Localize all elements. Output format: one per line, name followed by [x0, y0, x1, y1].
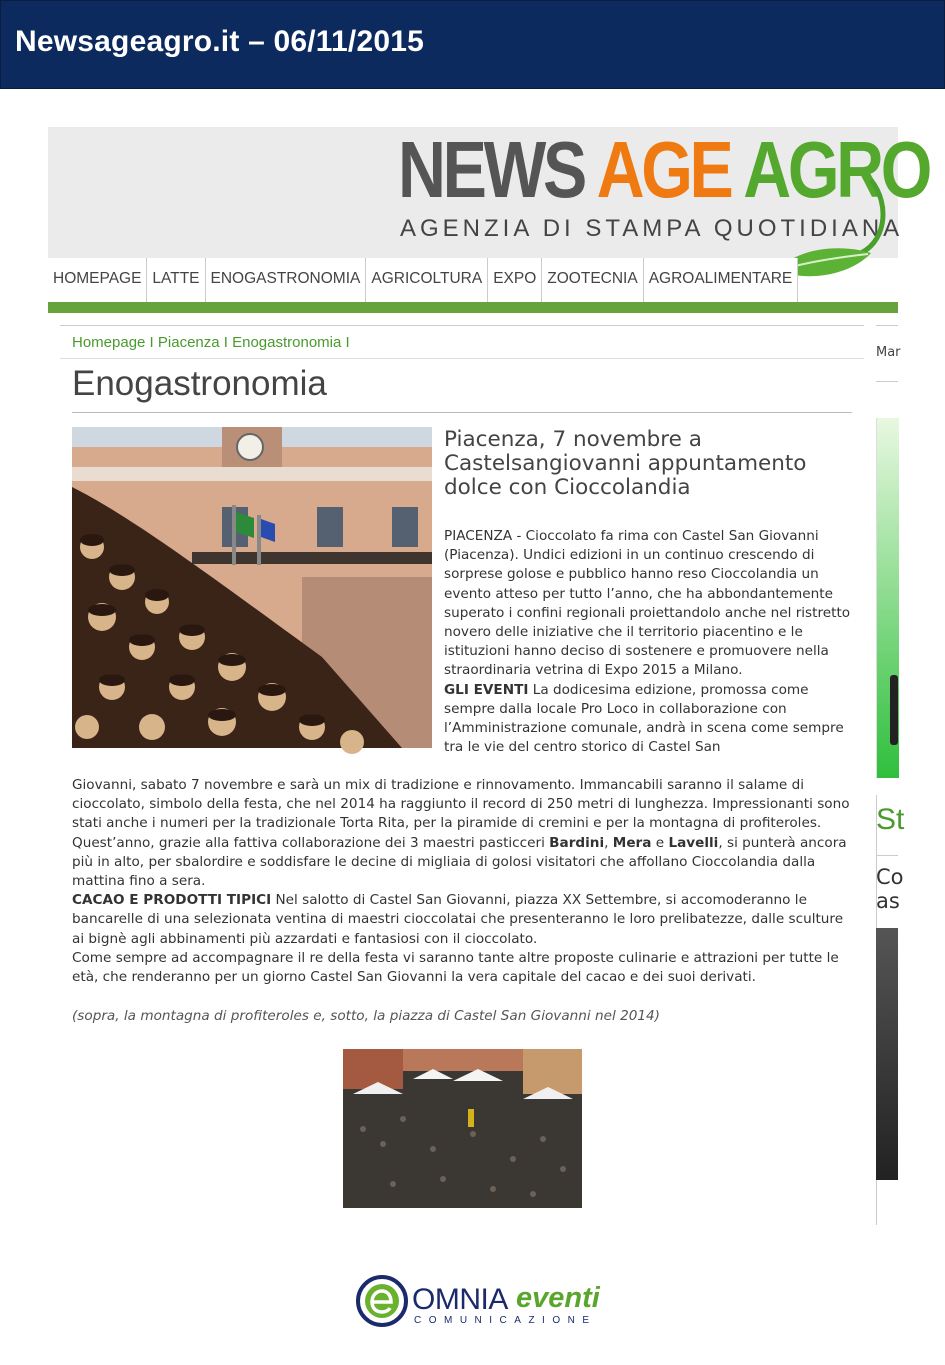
nav-agroalimentare[interactable]: AGROALIMENTARE [644, 258, 799, 302]
sidebar-article-title[interactable] [876, 865, 904, 913]
article-title[interactable]: Piacenza, 7 novembre a Castelsangiovanni appuntamento dolce con Cioccolandia [444, 427, 807, 500]
comunicazione-text: COMUNICAZIONE [414, 1315, 597, 1326]
article-body-bottom [72, 776, 852, 987]
profiteroles-photo [72, 427, 432, 748]
sidebar-heading: St [876, 803, 905, 836]
subhead-eventi: GLI EVENTI [444, 681, 529, 698]
paragraph-intro: PIACENZA - Cioccolato fa rima con Castel San Giovanni (Piacenza). Undici edizioni in un continuo crescendo di sorprese golose e pubblico hanno reso Cioccolandia un evento atteso per tutto l’anno, che ha abbondantemente superato i confini regionali proiettandolo anche nel ristretto novero delle iniziative che il territorio piacentino e le istituzioni hanno deciso di sostenere e promuovere nella straordinaria vetrina di Expo 2015 a Milano. [444, 528, 851, 679]
piazza-photo [343, 1049, 582, 1208]
divider [60, 358, 864, 359]
logo-age: AGE [596, 125, 731, 214]
divider [876, 325, 898, 326]
paragraph-eventi-start: La dodicesima edizione, promossa come sempre dalla locale Pro Loco in collaborazione con l’Amministrazione comunale, andrà in scena come sempre tra le vie del centro storico di Castel San [444, 681, 844, 756]
divider [876, 855, 898, 856]
divider [876, 381, 898, 382]
paragraph-closing: Come sempre ad accompagnare il re della festa vi saranno tante altre proposte culinarie e attrazioni per tutte le età, che renderanno per un giorno Castel San Giovanni la vera capitale del cacao e dei suoi derivati. [72, 949, 839, 986]
sidebar-image[interactable] [876, 928, 898, 1180]
name-bardini: Bardini [549, 834, 605, 851]
photo-caption: (sopra, la montagna di profiteroles e, sotto, la piazza di Castel San Giovanni nel 2014) [72, 1008, 660, 1024]
main-nav [48, 258, 798, 302]
divider [60, 325, 864, 326]
top-banner [0, 0, 945, 89]
paragraph-eventi-end: , si punterà ancora più in alto, per sbalordire e soddisfare le decine di migliaia di golosi visitatori che affollano Cioccolandia dalla mattina fino a sera. [72, 834, 847, 890]
nav-agricoltura[interactable]: AGRICOLTURA [366, 258, 488, 302]
omnia-e-icon [356, 1275, 408, 1327]
sidebar-banner-device [890, 675, 898, 745]
logo-agro: AGRO [743, 125, 930, 214]
right-sidebar [876, 325, 905, 1225]
sidebar-text: Mar [876, 345, 901, 360]
nav-expo[interactable]: EXPO [488, 258, 542, 302]
subhead-cacao: CACAO E PRODOTTI TIPICI [72, 892, 272, 909]
site-tagline: AGENZIA DI STAMPA QUOTIDIANA [400, 215, 904, 242]
banner-title: Newsageagro.it – 06/11/2015 [15, 25, 424, 58]
nav-enogastronomia[interactable]: ENOGASTRONOMIA [206, 258, 367, 302]
divider [72, 412, 852, 413]
separator: , [604, 834, 613, 851]
nav-homepage[interactable]: HOMEPAGE [48, 258, 147, 302]
nav-zootecnia[interactable]: ZOOTECNIA [542, 258, 643, 302]
sidebar-title-line1: Co [876, 865, 904, 889]
breadcrumb[interactable]: Homepage I Piacenza I Enogastronomia I [72, 334, 350, 351]
logo-news: NEWS [398, 125, 584, 214]
sidebar-title-line2: as [876, 889, 900, 913]
name-mera: Mera [612, 834, 652, 851]
omnia-text: OMNIA [412, 1283, 508, 1316]
name-lavelli: Lavelli [668, 834, 719, 851]
paragraph-eventi-cont: Giovanni, sabato 7 novembre e sarà un mix di tradizione e rinnovamento. Immancabili saranno il salame di cioccolato, simbolo della festa, che nel 2014 ha raggiunto il record di 250 metri di lunghezza. Impressionanti sono stati anche i numeri per la tradizionale Torta Rita, per la piramide di cremini e per la montagna di profiteroles. Quest’anno, grazie alla fattiva collaborazione dei 3 maestri pasticceri [72, 777, 850, 851]
separator: e [651, 834, 669, 851]
nav-underline [48, 302, 898, 313]
paragraph-cacao: Nel salotto di Castel San Giovanni, piazza XX Settembre, si accomoderanno le bancarelle di una selezionata ventina di maestri cioccolatai che presenteranno le loro prelibatezze, dalle sculture ai bignè agli abbinamenti più azzardati e fantasiosi con il cioccolato. [72, 892, 844, 947]
footer-logo [356, 1275, 606, 1330]
eventi-text: eventi [516, 1282, 600, 1314]
article-body-top [444, 527, 854, 757]
page-title: Enogastronomia [72, 364, 327, 403]
nav-latte[interactable]: LATTE [147, 258, 205, 302]
